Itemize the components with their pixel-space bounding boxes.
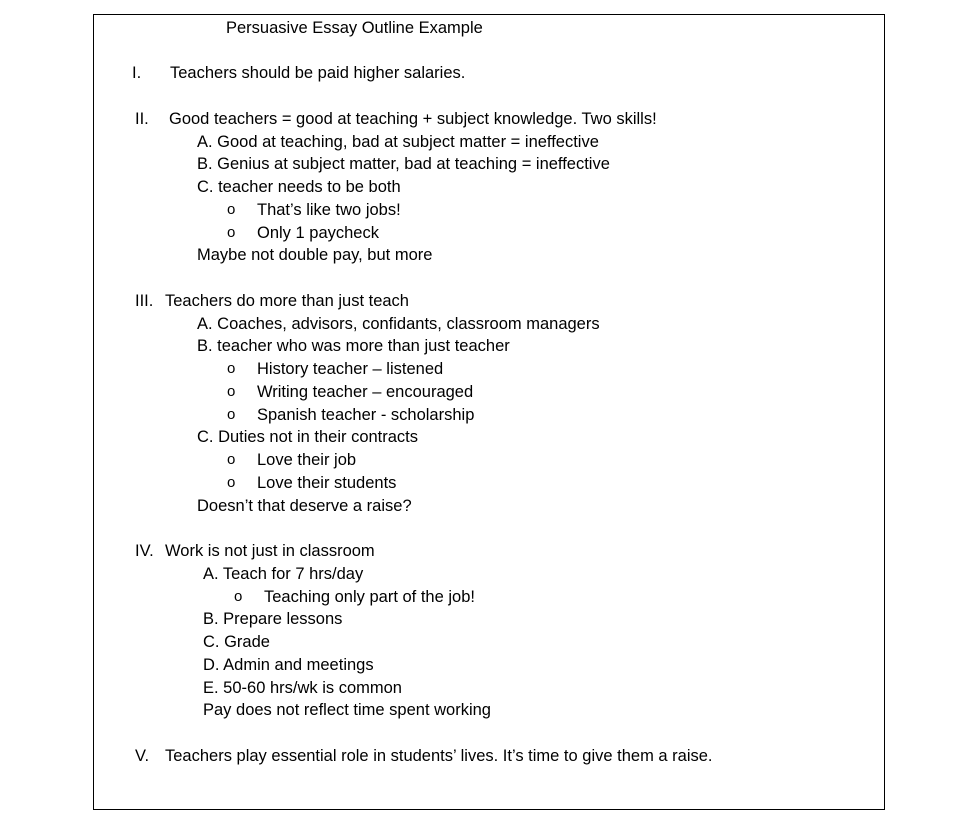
- section-5-heading: Teachers play essential role in students’ lives. It’s time to give them a raise.: [165, 747, 713, 765]
- bullet-marker: o: [227, 451, 236, 468]
- section-3-line-a: A. Coaches, advisors, confidants, classroom managers: [197, 315, 600, 333]
- section-4-line-a: A. Teach for 7 hrs/day: [203, 565, 364, 583]
- section-3-c-bullet-2: Love their students: [257, 474, 397, 492]
- section-3-b-bullet-2: Writing teacher – encouraged: [257, 383, 474, 401]
- section-2-line-b: B. Genius at subject matter, bad at teaching = ineffective: [197, 155, 610, 173]
- section-1-numeral: I.: [132, 64, 142, 82]
- section-4-a-bullet-1: Teaching only part of the job!: [264, 588, 475, 606]
- section-3-line-c: C. Duties not in their contracts: [197, 428, 419, 446]
- section-2-line-c: C. teacher needs to be both: [197, 178, 401, 196]
- section-3-c-bullet-1: Love their job: [257, 451, 357, 469]
- section-3-line-b: B. teacher who was more than just teacher: [197, 337, 510, 355]
- bullet-marker: o: [227, 201, 236, 218]
- section-3-heading: Teachers do more than just teach: [165, 292, 409, 310]
- section-3-b-bullet-1: History teacher – listened: [257, 360, 444, 378]
- section-2-closing: Maybe not double pay, but more: [197, 246, 433, 264]
- section-4-closing: Pay does not reflect time spent working: [203, 701, 491, 719]
- section-2-line-a: A. Good at teaching, bad at subject matter = ineffective: [197, 133, 599, 151]
- section-3-closing: Doesn’t that deserve a raise?: [197, 497, 412, 515]
- section-4-line-c: C. Grade: [203, 633, 270, 651]
- section-2-numeral: II.: [135, 110, 149, 128]
- bullet-marker: o: [234, 588, 243, 605]
- section-4-line-d: D. Admin and meetings: [203, 656, 374, 674]
- section-4-heading: Work is not just in classroom: [165, 542, 375, 560]
- section-2-bullet-2: Only 1 paycheck: [257, 224, 379, 242]
- section-4-line-b: B. Prepare lessons: [203, 610, 343, 628]
- section-4-line-e: E. 50-60 hrs/wk is common: [203, 679, 402, 697]
- bullet-marker: o: [227, 224, 236, 241]
- section-4-numeral: IV.: [135, 542, 154, 560]
- bullet-marker: o: [227, 474, 236, 491]
- bullet-marker: o: [227, 406, 236, 423]
- bullet-marker: o: [227, 360, 236, 377]
- bullet-marker: o: [227, 383, 236, 400]
- section-3-numeral: III.: [135, 292, 154, 310]
- section-5-numeral: V.: [135, 747, 150, 765]
- document-title: Persuasive Essay Outline Example: [226, 19, 483, 37]
- section-2-bullet-1: That’s like two jobs!: [257, 201, 401, 219]
- section-2-heading: Good teachers = good at teaching + subject knowledge. Two skills!: [169, 110, 657, 128]
- section-3-b-bullet-3: Spanish teacher - scholarship: [257, 406, 475, 424]
- section-1-heading: Teachers should be paid higher salaries.: [170, 64, 466, 82]
